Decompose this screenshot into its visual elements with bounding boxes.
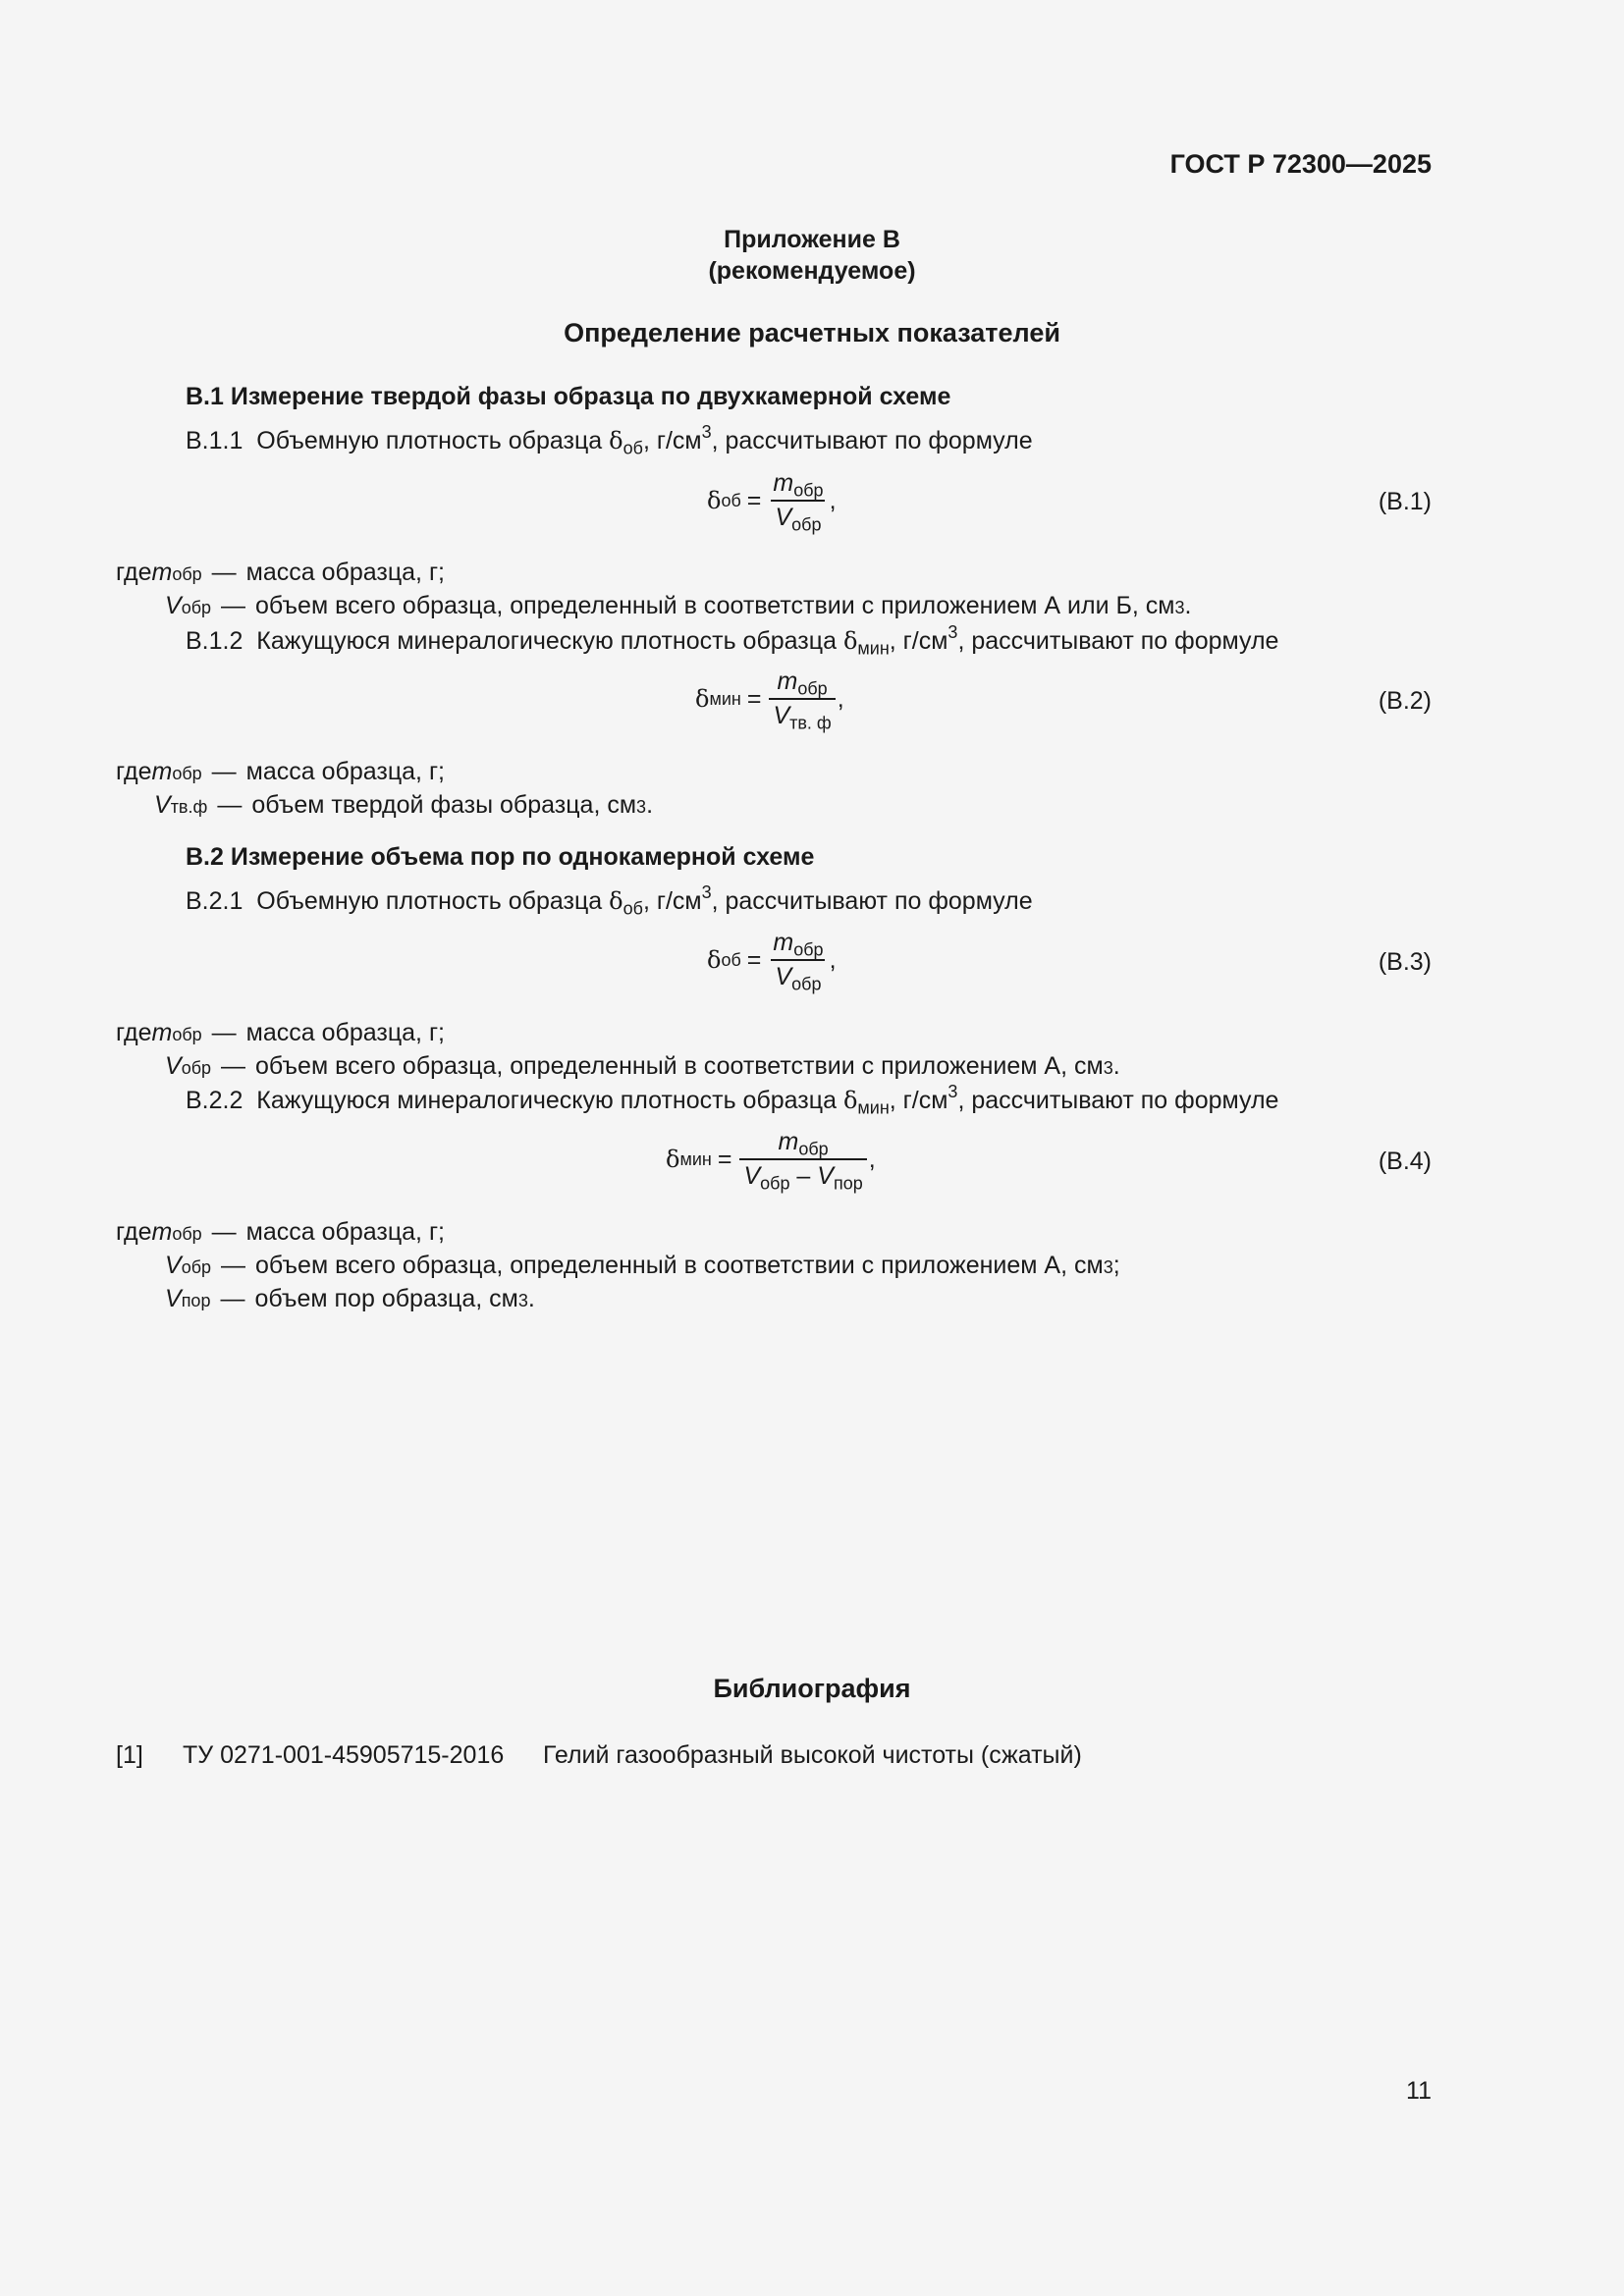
delta-symbol: δ [609, 887, 623, 915]
where-line: V обр — объем всего образца, определенный в соответствии с приложением А, см 3 . [165, 1052, 1120, 1080]
para-number: В.1.2 [186, 627, 244, 655]
para-number: В.1.1 [186, 427, 244, 454]
dash: — [211, 758, 237, 785]
var-symbol: V [165, 1252, 182, 1279]
document-id: ГОСТ Р 72300—2025 [1169, 149, 1432, 179]
where-line: где m обр — масса образца, г; [116, 559, 446, 586]
dash: — [211, 559, 237, 586]
fraction [739, 1128, 866, 1194]
formula-comma: , [837, 684, 844, 713]
fraction-numerator: $m_{обр}$ [773, 929, 824, 960]
fraction [769, 667, 835, 733]
dash: — [211, 1218, 237, 1246]
dash: — [221, 1252, 246, 1279]
equation-number-b4: (В.4) [1378, 1148, 1432, 1175]
delta-symbol: δ [842, 627, 858, 655]
formula-lhs-symbol: δ [707, 487, 722, 514]
formula-lhs-symbol: δ [695, 685, 710, 713]
para-b22: В.2.2 Кажущуюся минералогическую плотность образца $\delta_{мин}$, $г/см^3$, рассчитывают по формуле [186, 1082, 1279, 1118]
fraction-numerator: $m_{обр}$ [778, 1128, 829, 1159]
formula-comma: , [868, 1145, 876, 1173]
formula-b3: δ об = $\frac{m_{обр}}{V_{обр}}$ , [707, 929, 837, 994]
para-number: В.2.1 [186, 887, 244, 915]
formula-b2: δ мин = $\frac{m_{обр}}{V_{тв. ф}}$ , [695, 667, 844, 733]
var-symbol: V [165, 1285, 182, 1312]
where-line: V обр — объем всего образца, определенный в соответствии с приложением А или Б, см 3 . [165, 592, 1192, 619]
var-symbol: V [154, 791, 171, 819]
section-b2-heading: В.2 Измерение объема пор по однокамерной схеме [186, 843, 815, 871]
equation-number-b3: (В.3) [1378, 948, 1432, 976]
equals-sign: = [717, 1145, 732, 1173]
appendix-title: Приложение В [724, 226, 900, 253]
where-line: где m обр — масса образца, г; [116, 1218, 446, 1246]
para-b21: В.2.1 Объемную плотность образца $\delta_{об}$, $г/см^3$, рассчитывают по формуле [186, 882, 1033, 919]
formula-lhs-symbol: δ [707, 946, 722, 974]
unit-exponent: 3 [701, 422, 712, 443]
dash: — [217, 791, 243, 819]
fraction-denominator: $V_{тв. ф}$ [769, 698, 835, 730]
appendix-status: (рекомендуемое) [708, 257, 916, 285]
formula-b4: δ мин = $\frac{m_{обр}}{V_{обр} - V_{пор}}$ , [666, 1128, 876, 1194]
formula-comma: , [829, 945, 837, 974]
equation-number-b2: (В.2) [1378, 687, 1432, 715]
where-line: где m обр — масса образца, г; [116, 758, 446, 785]
var-symbol: V [165, 592, 182, 619]
fraction-numerator: $m_{обр}$ [777, 667, 828, 699]
where-line: где m обр — масса образца, г; [116, 1019, 446, 1046]
where-line: V пор — объем пор образца, см 3 . [165, 1285, 535, 1312]
fraction-denominator: $V_{обр}$ [771, 959, 825, 991]
where-line: V обр — объем всего образца, определенный в соответствии с приложением А, см 3 ; [165, 1252, 1120, 1279]
dash: — [211, 1019, 237, 1046]
fraction-denominator: $V_{обр}$ [771, 500, 825, 532]
bibliography-entry-number: [1] [116, 1741, 143, 1769]
para-b12: В.1.2 Кажущуюся минералогическую плотность образца $\delta_{мин}$, $г/см^3$, рассчитывают по формуле [186, 622, 1279, 659]
para-b11 [186, 422, 1033, 458]
equals-sign: = [746, 684, 762, 713]
delta-symbol: δ [842, 1087, 858, 1114]
dash: — [221, 1052, 246, 1080]
equals-sign: = [746, 486, 762, 514]
formula-lhs-symbol: δ [666, 1146, 680, 1173]
bibliography-title: Библиография [713, 1674, 911, 1703]
dash: — [221, 592, 246, 619]
fraction-numerator: $m_{обр}$ [773, 469, 824, 501]
formula-b1: δ об = $\frac{m_{обр}}{V_{обр}}$ , [707, 469, 837, 535]
page-number: 11 [1406, 2077, 1432, 2105]
var-symbol: m [151, 559, 173, 586]
bibliography-entry-title: Гелий газообразный высокой чистоты (сжатый) [543, 1741, 1082, 1769]
fraction [769, 469, 827, 535]
var-symbol: m [151, 758, 173, 785]
dash: — [220, 1285, 245, 1312]
delta-subscript: мин [857, 638, 890, 659]
where-line: V тв.ф — объем твердой фазы образца, см 3 . [154, 791, 654, 819]
para-text: Объемную плотность образца [256, 427, 610, 454]
equation-number-b1: (В.1) [1378, 488, 1432, 515]
equals-sign: = [746, 945, 762, 974]
var-symbol: m [151, 1019, 173, 1046]
section-b1-heading: В.1 Измерение твердой фазы образца по двухкамерной схеме [186, 383, 951, 410]
formula-comma: , [829, 486, 837, 514]
delta-symbol: δ [609, 427, 623, 454]
delta-subscript: об [623, 438, 643, 458]
fraction [769, 929, 827, 994]
var-symbol: V [165, 1052, 182, 1080]
appendix-heading: Определение расчетных показателей [564, 318, 1060, 347]
bibliography-entry-code: ТУ 0271-001-45905715-2016 [183, 1741, 505, 1769]
para-number: В.2.2 [186, 1087, 244, 1114]
unit-text: , г/см [642, 427, 702, 454]
para-text: Кажущуюся минералогическую плотность образца [256, 627, 843, 655]
fraction-denominator: $V_{обр} - V_{пор}$ [739, 1158, 866, 1191]
var-symbol: m [151, 1218, 173, 1246]
para-text-end: , рассчитывают по формуле [711, 427, 1033, 454]
